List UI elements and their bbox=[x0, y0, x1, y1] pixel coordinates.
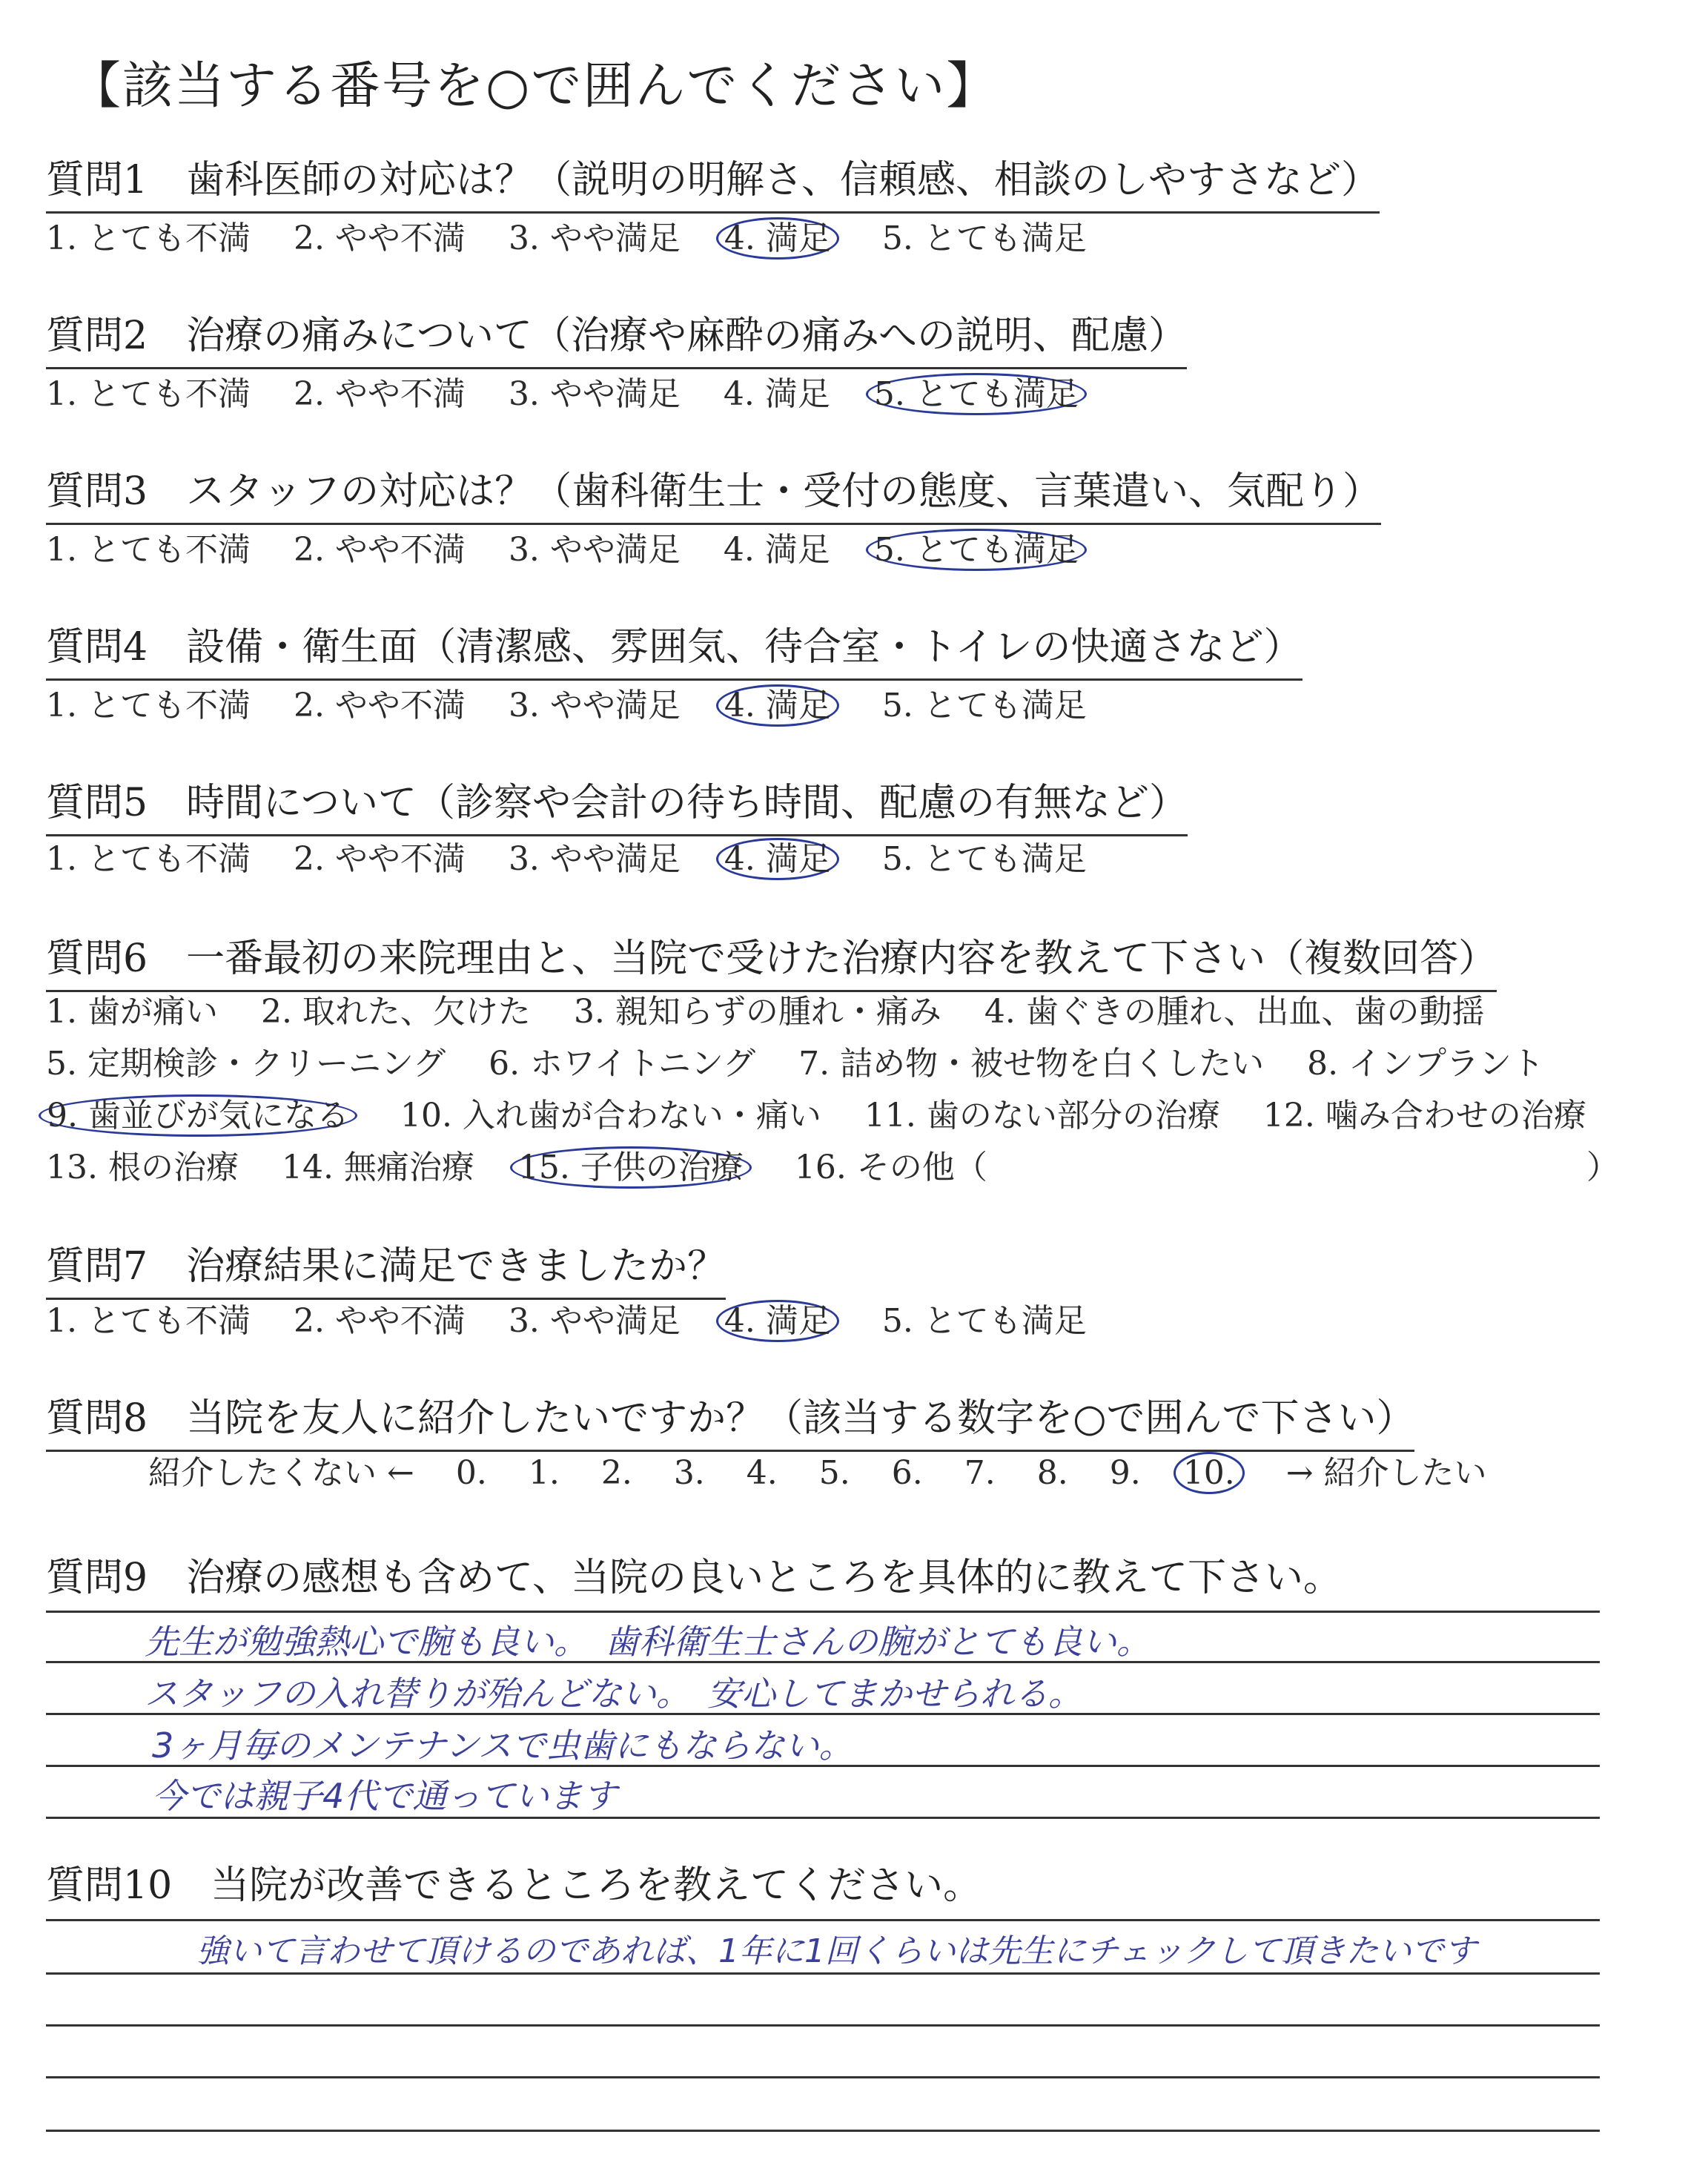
q4-option-5[interactable]: 5. とても満足 bbox=[881, 687, 1087, 724]
question-9-title: 質問9 治療の感想も含めて、当院の良いところを具体的に教えて下さい。 bbox=[46, 1556, 1343, 1600]
q9-answer-line-2: スタッフの入れ替りが殆んどない。 安心してまかせられる。 bbox=[145, 1674, 1082, 1714]
q5-option-2[interactable]: 2. やや不満 bbox=[293, 840, 466, 878]
page-title: 【該当する番号を○で囲んでください】 bbox=[70, 57, 999, 116]
q6-option-15-selected[interactable]: 15. 子供の治療 bbox=[517, 1140, 752, 1188]
q8-num-9[interactable]: 9. bbox=[1109, 1454, 1141, 1492]
question-1-title: 質問1 歯科医師の対応は？（説明の明解さ、信頼感、相談のしやすさなど） bbox=[46, 148, 1380, 214]
q6-option-7[interactable]: 7. 詰め物・被せ物を白くしたい bbox=[798, 1045, 1265, 1083]
q2-option-2[interactable]: 2. やや不満 bbox=[293, 375, 466, 413]
q4-option-3[interactable]: 3. やや満足 bbox=[508, 687, 681, 724]
q7-option-1[interactable]: 1. とても不満 bbox=[46, 1302, 251, 1340]
q10-writing-line bbox=[46, 2076, 1600, 2078]
question-3-options bbox=[46, 523, 1119, 570]
q2-option-5-selected[interactable]: 5. とても満足 bbox=[873, 367, 1087, 415]
q10-writing-line bbox=[46, 2130, 1600, 2132]
q6-row-1 bbox=[46, 985, 1517, 1032]
q6-option-9-selected[interactable]: 9. 歯並びが気になる bbox=[46, 1089, 357, 1136]
question-3-title: 質問3 スタッフの対応は？（歯科衛生士・受付の態度、言葉遣い、気配り） bbox=[46, 460, 1381, 525]
q6-row-3 bbox=[46, 1089, 1619, 1136]
q5-option-1[interactable]: 1. とても不満 bbox=[46, 840, 251, 878]
q7-option-3[interactable]: 3. やや満足 bbox=[508, 1302, 681, 1340]
question-7-options bbox=[46, 1294, 1119, 1341]
q1-option-5[interactable]: 5. とても満足 bbox=[881, 219, 1087, 257]
q1-option-2[interactable]: 2. やや不満 bbox=[293, 219, 466, 257]
q8-num-2[interactable]: 2. bbox=[600, 1454, 632, 1492]
question-1-options bbox=[46, 211, 1119, 259]
q6-option-8[interactable]: 8. インプラント bbox=[1307, 1045, 1545, 1083]
q6-option-6[interactable]: 6. ホワイトニング bbox=[489, 1045, 756, 1083]
q5-option-3[interactable]: 3. やや満足 bbox=[508, 840, 681, 878]
question-2-options bbox=[46, 367, 1119, 415]
q8-num-7[interactable]: 7. bbox=[964, 1454, 996, 1492]
q1-option-4-selected[interactable]: 4. 満足 bbox=[724, 211, 839, 259]
q1-option-3[interactable]: 3. やや満足 bbox=[508, 219, 681, 257]
q5-option-4-selected[interactable]: 4. 満足 bbox=[724, 832, 839, 879]
question-7-title: 質問7 治療結果に満足できましたか？ bbox=[46, 1235, 726, 1300]
q6-option-3[interactable]: 3. 親知らずの腫れ・痛み bbox=[573, 993, 941, 1031]
q8-scale bbox=[148, 1446, 1518, 1494]
q6-option-4[interactable]: 4. 歯ぐきの腫れ、出血、歯の動揺 bbox=[984, 993, 1485, 1031]
question-5-title: 質問5 時間について（診察や会計の待ち時間、配慮の有無など） bbox=[46, 771, 1188, 836]
q8-num-10-selected[interactable]: 10. bbox=[1174, 1452, 1245, 1494]
q8-num-0[interactable]: 0. bbox=[455, 1454, 487, 1492]
q3-option-4[interactable]: 4. 満足 bbox=[723, 531, 830, 569]
q6-row-2 bbox=[46, 1037, 1577, 1084]
question-4-options bbox=[46, 678, 1119, 726]
q7-option-5[interactable]: 5. とても満足 bbox=[881, 1302, 1087, 1340]
q6-option-13[interactable]: 13. 根の治療 bbox=[46, 1149, 239, 1186]
q7-option-4-selected[interactable]: 4. 満足 bbox=[724, 1294, 839, 1341]
q6-option-16[interactable]: 16. その他（ bbox=[794, 1149, 987, 1186]
q9-writing-line bbox=[46, 1611, 1600, 1613]
q5-option-5[interactable]: 5. とても満足 bbox=[881, 840, 1087, 878]
q8-num-4[interactable]: 4. bbox=[746, 1454, 778, 1492]
q6-option-10[interactable]: 10. 入れ歯が合わない・痛い bbox=[400, 1097, 821, 1135]
q6-option-2[interactable]: 2. 取れた、欠けた bbox=[260, 993, 531, 1031]
q6-option-5[interactable]: 5. 定期検診・クリーニング bbox=[46, 1045, 446, 1083]
q8-left-label: 紹介したくない ← bbox=[148, 1454, 414, 1492]
q8-num-5[interactable]: 5. bbox=[818, 1454, 850, 1492]
question-6-title: 質問6 一番最初の来院理由と、当院で受けた治療内容を教えて下さい（複数回答） bbox=[46, 927, 1497, 992]
q10-writing-line bbox=[46, 1919, 1600, 1921]
q2-option-1[interactable]: 1. とても不満 bbox=[46, 375, 251, 413]
question-5-options bbox=[46, 832, 1119, 879]
q6-option-14[interactable]: 14. 無痛治療 bbox=[281, 1149, 474, 1186]
q9-answer-line-3: 3ヶ月毎のメンテナンスで虫歯にもならない。 bbox=[152, 1725, 853, 1766]
q3-option-2[interactable]: 2. やや不満 bbox=[293, 531, 466, 569]
q8-num-3[interactable]: 3. bbox=[673, 1454, 705, 1492]
q9-answer-line-4: 今では親子4代で通っています bbox=[152, 1776, 618, 1816]
q6-option-12[interactable]: 12. 噛み合わせの治療 bbox=[1262, 1097, 1586, 1135]
question-10-title: 質問10 当院が改善できるところを教えてください。 bbox=[46, 1863, 982, 1908]
q2-option-3[interactable]: 3. やや満足 bbox=[508, 375, 681, 413]
q4-option-2[interactable]: 2. やや不満 bbox=[293, 687, 466, 724]
q10-writing-line bbox=[46, 2024, 1600, 2027]
q6-option-11[interactable]: 11. 歯のない部分の治療 bbox=[864, 1097, 1220, 1135]
q10-answer-line-1: 強いて言わせて頂けるのであれば、1年に1回くらいは先生にチェックして頂きたいです bbox=[196, 1932, 1477, 1970]
question-2-title: 質問2 治療の痛みについて（治療や麻酔の痛みへの説明、配慮） bbox=[46, 304, 1187, 369]
q9-answer-line-1: 先生が勉強熱心で腕も良い。 歯科衛生士さんの腕がとても良い。 bbox=[145, 1622, 1151, 1662]
q2-option-4[interactable]: 4. 満足 bbox=[723, 375, 830, 413]
q8-right-label: → 紹介したい bbox=[1285, 1454, 1487, 1492]
q3-option-1[interactable]: 1. とても不満 bbox=[46, 531, 251, 569]
q3-option-5-selected[interactable]: 5. とても満足 bbox=[873, 523, 1087, 570]
q6-option-1[interactable]: 1. 歯が痛い bbox=[46, 993, 218, 1031]
question-8-title: 質問8 当院を友人に紹介したいですか？（該当する数字を○で囲んで下さい） bbox=[46, 1387, 1414, 1452]
q1-option-1[interactable]: 1. とても不満 bbox=[46, 219, 251, 257]
q8-num-8[interactable]: 8. bbox=[1036, 1454, 1068, 1492]
q4-option-1[interactable]: 1. とても不満 bbox=[46, 687, 251, 724]
q6-row-4 bbox=[46, 1140, 1020, 1188]
q6-other-close-paren: ） bbox=[1586, 1149, 1619, 1186]
q8-num-6[interactable]: 6. bbox=[891, 1454, 923, 1492]
q3-option-3[interactable]: 3. やや満足 bbox=[508, 531, 681, 569]
q8-num-1[interactable]: 1. bbox=[528, 1454, 560, 1492]
question-4-title: 質問4 設備・衛生面（清潔感、雰囲気、待合室・トイレの快適さなど） bbox=[46, 615, 1302, 681]
q7-option-2[interactable]: 2. やや不満 bbox=[293, 1302, 466, 1340]
q10-writing-line bbox=[46, 1972, 1600, 1975]
q4-option-4-selected[interactable]: 4. 満足 bbox=[724, 678, 839, 726]
